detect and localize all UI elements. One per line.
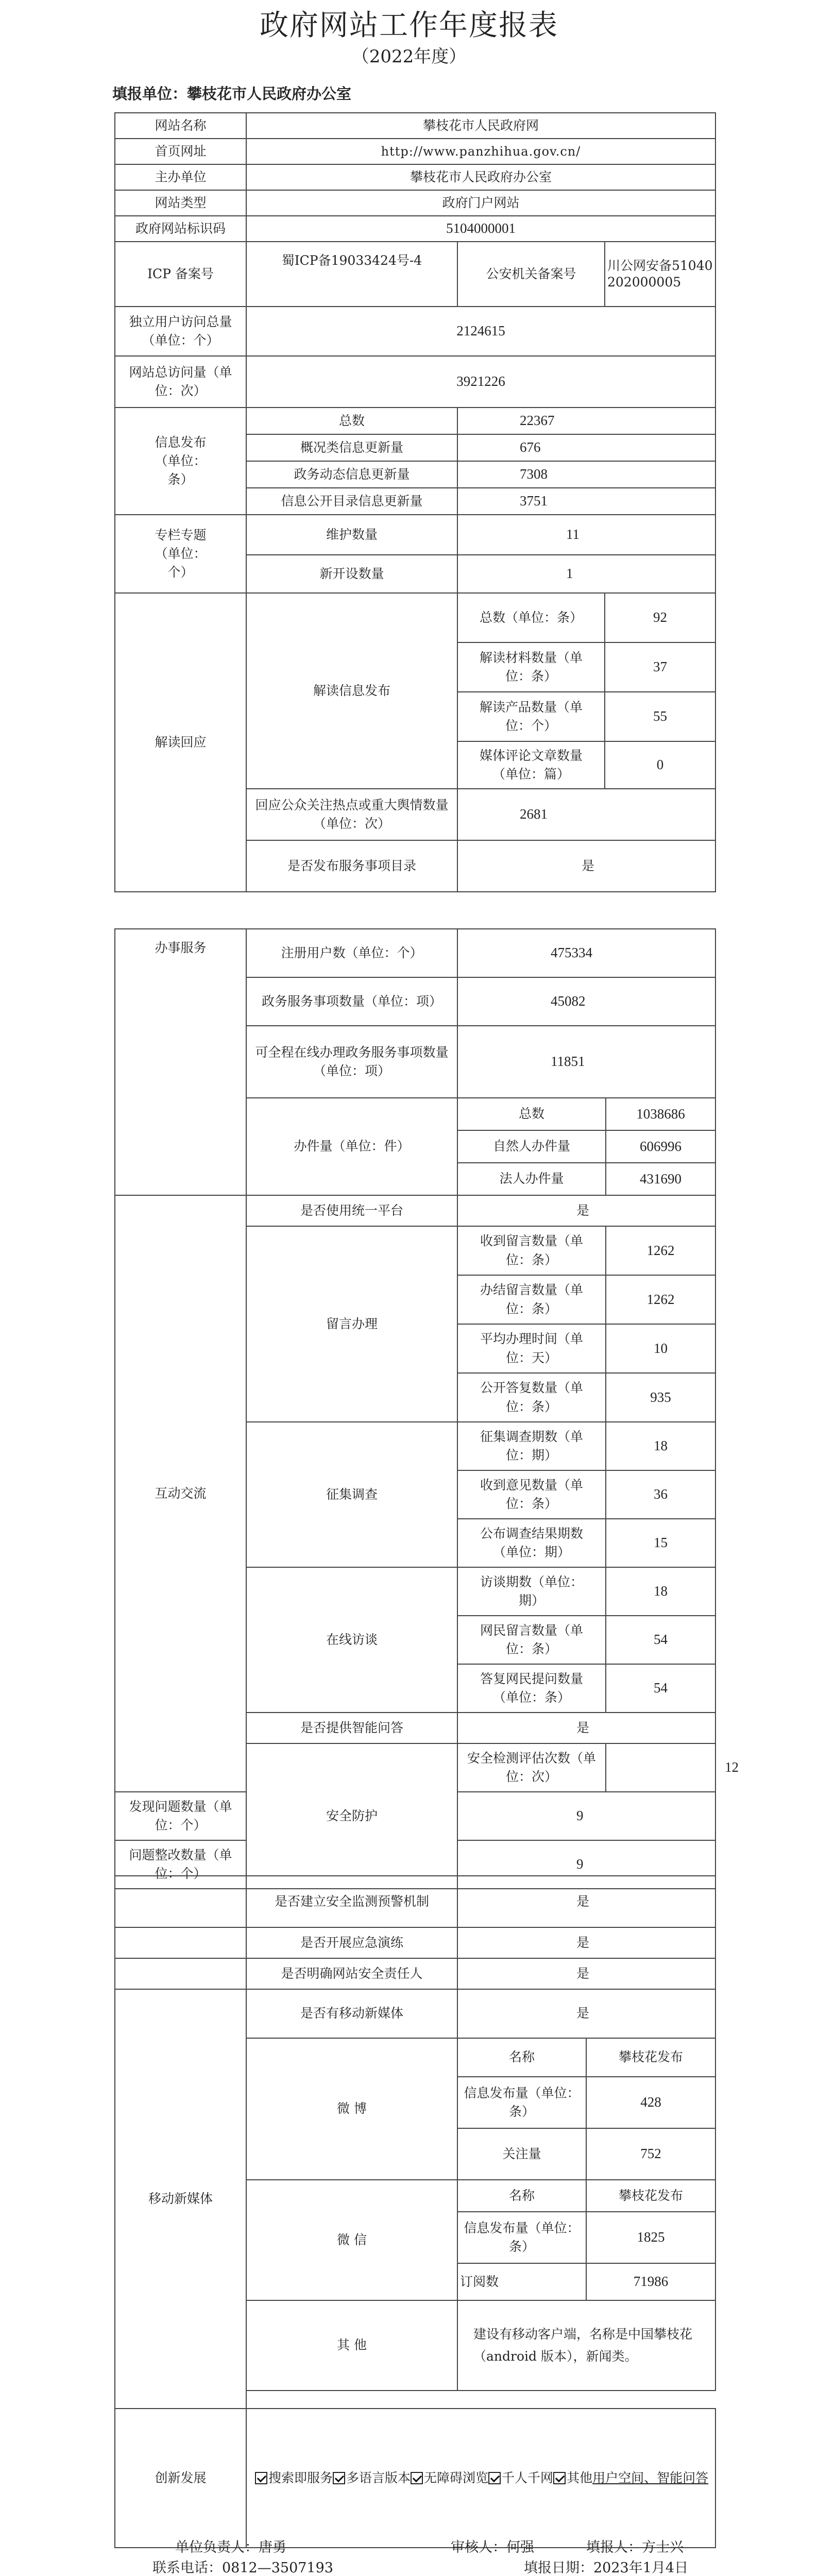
tests-value: 12 <box>606 1743 715 1792</box>
weibo-posts: 428 <box>586 2077 715 2128</box>
monitor-value: 是 <box>457 1876 715 1927</box>
media-label: 媒体评论文章数量（单位：篇） <box>457 741 605 789</box>
innovation-label: 创新发展 <box>115 2409 246 2548</box>
service-interaction-table <box>114 928 739 1889</box>
option-other: 其他 <box>567 2470 593 2486</box>
affairs-value: 7308 <box>457 461 715 488</box>
weibo-follow-label: 关注量 <box>457 2128 586 2180</box>
survey-results: 15 <box>606 1519 715 1567</box>
uv-label: 独立用户访问总量（单位：个） <box>115 307 246 356</box>
site-name-label: 网站名称 <box>115 113 246 139</box>
footer-filler: 填报人：方士兴 <box>586 2539 684 2555</box>
affairs-label: 政务动态信息更新量 <box>246 461 457 488</box>
site-type: 政府门户网站 <box>246 190 715 216</box>
interpret-total-label: 总数（单位：条） <box>457 593 605 642</box>
site-type-label: 网站类型 <box>115 190 246 216</box>
drill-value: 是 <box>457 1927 715 1958</box>
msg-recv-label: 收到留言数量（单位：条） <box>457 1226 606 1275</box>
columns-label: 专栏专题（单位：个） <box>115 515 246 593</box>
checkbox-checked-icon <box>488 2472 501 2484</box>
ai-value: 是 <box>457 1713 715 1743</box>
interview-answers: 54 <box>606 1664 715 1713</box>
checkbox-checked-icon <box>553 2472 566 2484</box>
open-label: 信息公开目录信息更新量 <box>246 488 457 515</box>
mobile-has-label: 是否有移动新媒体 <box>246 1989 457 2038</box>
monitor-label: 是否建立安全监测预警机制 <box>246 1876 457 1927</box>
msg-done-label: 办结留言数量（单位：条） <box>457 1275 606 1324</box>
wechat-subs-label: 订阅数 <box>457 2263 586 2300</box>
option-multilang: 多语言版本 <box>346 2470 411 2486</box>
unified-value: 是 <box>457 1195 715 1226</box>
weibo-posts-label: 信息发布量（单位：条） <box>457 2077 586 2128</box>
mobile-label: 移动新媒体 <box>115 1989 246 2409</box>
person-cases-label: 自然人办件量 <box>457 1130 606 1163</box>
interview-msgs-label: 网民留言数量（单位：条） <box>457 1616 606 1664</box>
msg-time: 10 <box>606 1324 715 1373</box>
survey-opinions: 36 <box>606 1470 715 1519</box>
open-value: 3751 <box>457 488 715 515</box>
issues-value: 9 <box>457 1792 715 1840</box>
owner-value: 是 <box>457 1958 715 1989</box>
report-year: （2022年度） <box>351 46 467 67</box>
msg-label: 留言办理 <box>246 1226 457 1422</box>
new-columns-label: 新开设数量 <box>246 555 457 593</box>
legal-cases-label: 法人办件量 <box>457 1163 606 1195</box>
msg-public: 935 <box>606 1373 715 1422</box>
footer-date: 填报日期：2023年1月4日 <box>524 2560 689 2576</box>
survey-periods-label: 征集调查期数（单位：期） <box>457 1422 606 1470</box>
unified-label: 是否使用统一平台 <box>246 1195 457 1226</box>
msg-public-label: 公开答复数量（单位：条） <box>457 1373 606 1422</box>
users-value: 475334 <box>457 929 715 977</box>
checkbox-checked-icon <box>411 2472 423 2484</box>
overview-label: 概况类信息更新量 <box>246 434 457 461</box>
cases-total-label: 总数 <box>457 1098 606 1130</box>
home-url-label: 首页网址 <box>115 139 246 164</box>
interaction-label: 互动交流 <box>115 1195 246 1792</box>
maintain-label: 维护数量 <box>246 515 457 555</box>
pv-value: 3921226 <box>246 356 715 408</box>
cases-label: 办件量（单位：件） <box>246 1098 457 1195</box>
pv-label: 网站总访问量（单位：次） <box>115 356 246 408</box>
wechat-posts-label: 信息发布量（单位：条） <box>457 2212 586 2263</box>
footer-reviewer: 审核人：何强 <box>451 2539 534 2555</box>
police-label: 公安机关备案号 <box>457 242 605 307</box>
option-search: 搜索即服务 <box>268 2470 333 2486</box>
maintain-value: 11 <box>457 515 715 555</box>
tests-label: 安全检测评估次数（单位：次） <box>457 1743 606 1792</box>
info-total-label: 总数 <box>246 408 457 434</box>
option-personalized: 千人千网 <box>502 2470 554 2486</box>
interview-msgs: 54 <box>606 1616 715 1664</box>
online-value: 11851 <box>457 1026 715 1098</box>
info-total: 22367 <box>457 408 715 434</box>
drill-label: 是否开展应急演练 <box>246 1927 457 1958</box>
home-url: http://www.panzhihua.gov.cn/ <box>246 139 715 164</box>
msg-done: 1262 <box>606 1275 715 1324</box>
info-publish-label: 信息发布（单位：条） <box>115 408 246 515</box>
checkbox-checked-icon <box>333 2472 345 2484</box>
survey-periods: 18 <box>606 1422 715 1470</box>
catalog-value: 是 <box>457 840 715 892</box>
respond-label: 回应公众关注热点或重大舆情数量（单位：次） <box>246 789 457 840</box>
innovation-options <box>246 2409 715 2548</box>
site-code-label: 政府网站标识码 <box>115 216 246 242</box>
media-value: 0 <box>605 741 715 789</box>
product-value: 55 <box>605 692 715 741</box>
interpret-publish-label: 解读信息发布 <box>246 593 457 789</box>
option-accessibility: 无障碍浏览 <box>424 2470 489 2486</box>
footer-phone: 联系电话：0812—3507193 <box>152 2560 333 2576</box>
wechat-posts: 1825 <box>586 2212 715 2263</box>
service-label: 办事服务 <box>115 929 246 1195</box>
weibo-label: 微 博 <box>246 2038 457 2180</box>
issues-label: 发现问题数量（单位：个） <box>115 1792 246 1840</box>
survey-results-label: 公布调查结果期数（单位：期） <box>457 1519 606 1567</box>
respond-value: 2681 <box>457 789 715 840</box>
weibo-name-label: 名称 <box>457 2038 586 2077</box>
legal-cases: 431690 <box>606 1163 715 1195</box>
overview-value: 676 <box>457 434 715 461</box>
report-title: 政府网站工作年度报表 <box>260 9 558 42</box>
product-label: 解读产品数量（单位：个） <box>457 692 605 741</box>
material-label: 解读材料数量（单位：条） <box>457 642 605 692</box>
msg-time-label: 平均办理时间（单位：天） <box>457 1324 606 1373</box>
sponsor-label: 主办单位 <box>115 164 246 190</box>
interview-periods: 18 <box>606 1567 715 1616</box>
wechat-name-label: 名称 <box>457 2180 586 2212</box>
owner-label: 是否明确网站安全责任人 <box>246 1958 457 1989</box>
material-value: 37 <box>605 642 715 692</box>
wechat-name: 攀枝花发布 <box>586 2180 715 2212</box>
weibo-name: 攀枝花发布 <box>586 2038 715 2077</box>
mobile-has-value: 是 <box>457 1989 715 2038</box>
person-cases: 606996 <box>606 1130 715 1163</box>
sponsor: 攀枝花市人民政府办公室 <box>246 164 715 190</box>
interview-label: 在线访谈 <box>246 1567 457 1713</box>
wechat-subs: 71986 <box>586 2263 715 2300</box>
users-label: 注册用户数（单位：个） <box>246 929 457 977</box>
items-value: 45082 <box>457 977 715 1026</box>
fixed-label: 问题整改数量（单位：个） <box>115 1840 246 1889</box>
interpret-label: 解读回应 <box>115 593 246 892</box>
icp-label: ICP 备案号 <box>115 242 246 307</box>
survey-opinions-label: 收到意见数量（单位：条） <box>457 1470 606 1519</box>
security-label: 安全防护 <box>246 1743 457 1889</box>
footer-leader: 单位负责人：唐勇 <box>175 2539 286 2555</box>
ai-label: 是否提供智能问答 <box>246 1713 457 1743</box>
site-name: 攀枝花市人民政府网 <box>246 113 715 139</box>
uv-value: 2124615 <box>246 307 715 356</box>
icp-number: 蜀ICP备19033424号-4 <box>246 242 457 307</box>
interview-answers-label: 答复网民提问数量（单位：条） <box>457 1664 606 1713</box>
basic-info-table <box>114 112 716 892</box>
fill-unit: 填报单位：攀枝花市人民政府办公室 <box>112 85 352 103</box>
site-code: 5104000001 <box>246 216 715 242</box>
online-label: 可全程在线办理政务服务事项数量（单位：项） <box>246 1026 457 1098</box>
police-number: 川公网安备51040202000005 <box>605 242 715 307</box>
new-columns-value: 1 <box>457 555 715 593</box>
option-other-text: 用户空间、智能问答 <box>592 2470 709 2486</box>
other-value: 建设有移动客户端，名称是中国攀枝花（android 版本），新闻类。 <box>457 2300 715 2391</box>
interpret-total: 92 <box>605 593 715 642</box>
interview-periods-label: 访谈期数（单位：期） <box>457 1567 606 1616</box>
cases-total: 1038686 <box>606 1098 715 1130</box>
fixed-value: 9 <box>457 1840 715 1889</box>
checkbox-checked-icon <box>255 2472 267 2484</box>
catalog-label: 是否发布服务事项目录 <box>246 840 457 892</box>
items-label: 政务服务事项数量（单位：项） <box>246 977 457 1026</box>
other-label: 其 他 <box>246 2300 457 2391</box>
msg-recv: 1262 <box>606 1226 715 1275</box>
survey-label: 征集调查 <box>246 1422 457 1567</box>
weibo-follow: 752 <box>586 2128 715 2180</box>
security-mobile-table <box>114 1875 715 2548</box>
wechat-label: 微 信 <box>246 2180 457 2300</box>
